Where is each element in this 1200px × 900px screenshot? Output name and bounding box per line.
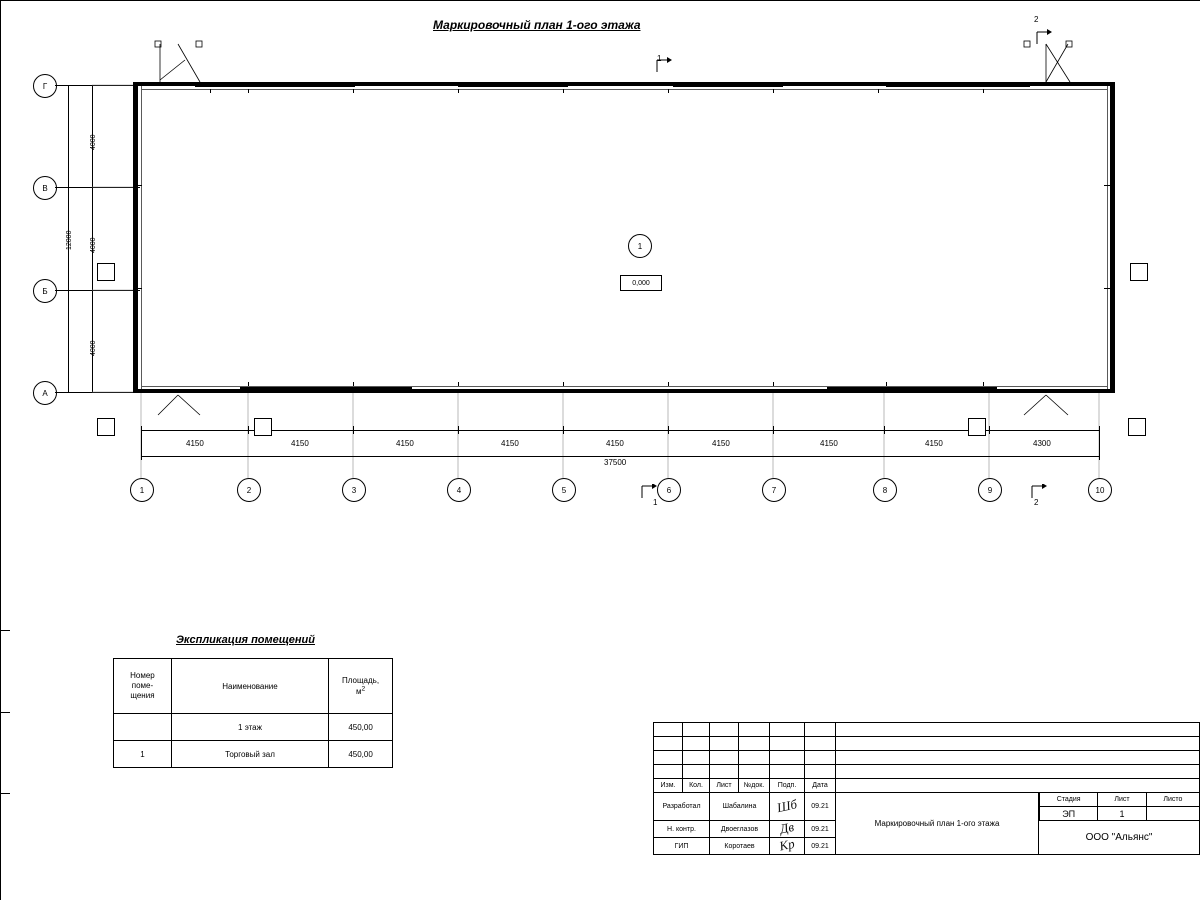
tb-col-data: Дата: [805, 779, 836, 793]
tb-role-developer: Разработал: [654, 793, 710, 821]
signature-developer-glyph: Шб: [775, 795, 799, 815]
axis-bubble-v: В: [33, 176, 57, 200]
vdim-value-2: 4000: [90, 237, 97, 253]
title-block-blank-row: [654, 751, 1200, 765]
tb-blank-2-c6: [805, 737, 836, 751]
elevation-marker: 0,000: [620, 275, 662, 291]
foundation-mark-br-outer: [1128, 418, 1146, 436]
title-block: [653, 722, 1200, 855]
tb-header-blank: [836, 779, 1200, 793]
title-block-row-developer: [654, 793, 1200, 821]
table-row: [114, 741, 393, 768]
tb-blank-1-c6: [805, 723, 836, 737]
axis-bubble-6: 6: [657, 478, 681, 502]
tb-blank-4-c4: [739, 765, 770, 779]
explication-row0-area: 450,00: [329, 714, 393, 741]
hdim-tick-5: [563, 426, 564, 434]
hdim-value-8: 4150: [925, 439, 943, 448]
tb-blank-1-c5: [770, 723, 805, 737]
tb-blank-2-c7: [836, 737, 1200, 751]
section-mark-bottom-1: [640, 484, 664, 506]
tb-lists-label: Листо: [1146, 793, 1199, 807]
tb-blank-4-c7: [836, 765, 1200, 779]
tb-stage-value-row: [1040, 807, 1200, 821]
axis-bubble-9: 9: [978, 478, 1002, 502]
hdim-total: 37500: [604, 458, 627, 467]
tb-blank-3-c1: [654, 751, 683, 765]
hdim-end-left: [141, 426, 142, 460]
axis-bubble-a: А: [33, 381, 57, 405]
tb-name-gip: Коротаев: [710, 838, 770, 855]
section-mark-top-1-label: 1: [657, 54, 662, 63]
tb-role-normcontrol: Н. контр.: [654, 821, 710, 838]
explication-header-area-label: Площадь,: [342, 676, 380, 686]
tb-company: ООО "Альянс": [1039, 821, 1200, 855]
tb-blank-3-c4: [739, 751, 770, 765]
tb-stage-header-row: [1040, 793, 1200, 807]
axis-bubble-4: 4: [447, 478, 471, 502]
hdim-tick-3: [353, 426, 354, 434]
tb-blank-2-c2: [683, 737, 710, 751]
tb-blank-4-c1: [654, 765, 683, 779]
tb-col-kol: Кол.: [683, 779, 710, 793]
hdim-tick-6: [668, 426, 669, 434]
hdim-tick-9: [989, 426, 990, 434]
hdim-tick-8: [884, 426, 885, 434]
explication-header-area: [329, 659, 393, 714]
tb-blank-2-c5: [770, 737, 805, 751]
section-mark-bottom-1-label: 1: [653, 498, 658, 507]
tb-col-podp: Подп.: [770, 779, 805, 793]
tb-col-izm: Изм.: [654, 779, 683, 793]
tb-blank-4-c3: [710, 765, 739, 779]
section-mark-top-2: [1035, 28, 1059, 50]
title-block-blank-row: [654, 765, 1200, 779]
signature-normcontrol-glyph: Дв: [778, 818, 796, 837]
explication-header-area-unit: $м^2$: [355, 685, 366, 696]
foundation-mark-right-mid: [1130, 263, 1148, 281]
explication-row1-area: 450,00: [329, 741, 393, 768]
foundation-mark-bl-inner: [254, 418, 272, 436]
tb-stage-header-group: [1039, 793, 1200, 821]
tb-blank-3-c5: [770, 751, 805, 765]
tb-blank-1-c3: [710, 723, 739, 737]
explication-header-number-l2: поме-: [131, 681, 154, 690]
tb-date-developer: 09.21: [805, 793, 836, 821]
explication-row1-name: Торговый зал: [171, 741, 328, 768]
explication-header-name: Наименование: [171, 659, 328, 714]
tb-role-gip: ГИП: [654, 838, 710, 855]
tb-name-developer: Шабалина: [710, 793, 770, 821]
foundation-mark-br-inner: [968, 418, 986, 436]
title-block-blank-row: [654, 737, 1200, 751]
tb-blank-4-c2: [683, 765, 710, 779]
tb-date-normcontrol: 09.21: [805, 821, 836, 838]
explication-header-row: [114, 659, 393, 714]
explication-header-number-l1: Номер: [130, 671, 155, 680]
axis-bubble-7: 7: [762, 478, 786, 502]
hdim-end-right: [1099, 426, 1100, 460]
section-mark-bottom-2-label: 2: [1034, 498, 1039, 507]
signature-normcontrol: [770, 818, 804, 837]
explication-row1-number: 1: [114, 741, 172, 768]
axis-bubble-3: 3: [342, 478, 366, 502]
tb-stage-value: ЭП: [1040, 807, 1098, 821]
axis-bubble-5: 5: [552, 478, 576, 502]
tb-stage-label: Стадия: [1040, 793, 1098, 807]
tb-blank-1-c2: [683, 723, 710, 737]
tb-blank-1-c7: [836, 723, 1200, 737]
tb-sign-developer: [770, 793, 805, 821]
explication-table: [113, 658, 393, 768]
tb-col-list: Лист: [710, 779, 739, 793]
hdim-value-9: 4300: [1033, 439, 1051, 448]
tb-list-label: Лист: [1098, 793, 1146, 807]
vdim-value-3: 4000: [90, 340, 97, 356]
title-block-blank-row: [654, 723, 1200, 737]
tb-blank-3-c3: [710, 751, 739, 765]
tb-sheet-name: Маркировочный план 1-ого этажа: [836, 793, 1039, 855]
explication-header-number-l3: щения: [130, 691, 155, 700]
tb-blank-1-c4: [739, 723, 770, 737]
tb-blank-4-c6: [805, 765, 836, 779]
hdim-value-1: 4150: [186, 439, 204, 448]
signature-gip-glyph: Кр: [777, 835, 796, 854]
hdim-value-3: 4150: [396, 439, 414, 448]
section-arrow-top-2-icon: [1035, 28, 1059, 48]
tb-stage-table: [1039, 793, 1199, 820]
hdim-tick-7: [773, 426, 774, 434]
hdim-tick-4: [458, 426, 459, 434]
foundation-mark-bl-outer: [97, 418, 115, 436]
hdim-tick-2: [248, 426, 249, 434]
tb-blank-3-c7: [836, 751, 1200, 765]
tb-lists-value: [1146, 807, 1199, 821]
hdim-value-4: 4150: [501, 439, 519, 448]
explication-row0-name: 1 этаж: [171, 714, 328, 741]
hdim-value-6: 4150: [712, 439, 730, 448]
signature-developer: [770, 793, 804, 820]
vdim-value-1: 4000: [90, 134, 97, 150]
tb-sign-gip: [770, 835, 805, 855]
foundation-mark-left-mid: [97, 263, 115, 281]
tb-blank-2-c4: [739, 737, 770, 751]
tb-blank-2-c3: [710, 737, 739, 751]
explication-row0-number: [114, 714, 172, 741]
tb-col-ndok: №док.: [739, 779, 770, 793]
hdim-line-inner: [141, 430, 1099, 431]
axis-bubble-b: Б: [33, 279, 57, 303]
tb-name-normcontrol: Двоеглазов: [710, 821, 770, 838]
tb-blank-3-c2: [683, 751, 710, 765]
explication-header-number: [114, 659, 172, 714]
hdim-line-outer: [141, 456, 1099, 457]
vdim-total: 12000: [66, 230, 73, 250]
title-block-header-row: [654, 779, 1200, 793]
hdim-value-7: 4150: [820, 439, 838, 448]
plan-title: Маркировочный план 1-ого этажа: [433, 18, 641, 32]
section-mark-top-2-label: 2: [1034, 15, 1039, 24]
hdim-value-5: 4150: [606, 439, 624, 448]
axis-bubble-1: 1: [130, 478, 154, 502]
tb-sign-normcontrol: [770, 818, 805, 838]
tb-blank-4-c5: [770, 765, 805, 779]
axis-bubble-8: 8: [873, 478, 897, 502]
tb-blank-1-c1: [654, 723, 683, 737]
tb-blank-2-c1: [654, 737, 683, 751]
axis-bubble-10: 10: [1088, 478, 1112, 502]
tb-blank-3-c6: [805, 751, 836, 765]
tb-list-value: 1: [1098, 807, 1146, 821]
explication-title: Экспликация помещений: [176, 634, 315, 646]
section-arrow-bottom-1-icon: [640, 484, 664, 504]
signature-gip: [770, 835, 804, 854]
room-number-bubble: 1: [628, 234, 652, 258]
table-row: [114, 714, 393, 741]
axis-bubble-2: 2: [237, 478, 261, 502]
tb-date-gip: 09.21: [805, 838, 836, 855]
axis-bubble-g: Г: [33, 74, 57, 98]
hdim-value-2: 4150: [291, 439, 309, 448]
